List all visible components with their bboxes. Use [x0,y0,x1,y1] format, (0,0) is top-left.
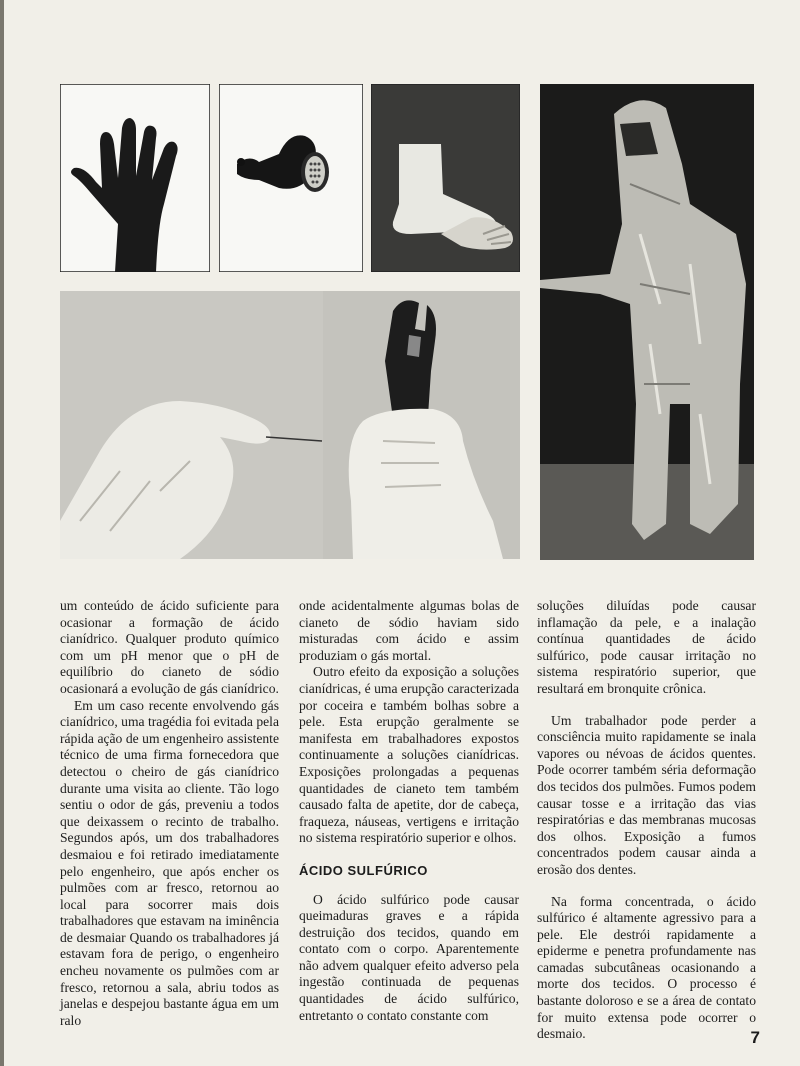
paragraph: Um trabalhador pode perder a consciência muito rapidamente se inala vapores ou névoas de ácidos quentes. Pode ocorrer também séria deformação dos tecidos dos pulmões. Fumos podem causar tosse e a irritação das vias respiratórias e das membranas mucosas dos olhos. Exposição a fumos concentrados podem causar ainda a erosão dos dentes. [537,712,756,877]
paragraph: onde acidentalmente algumas bolas de cianeto de sódio haviam sido misturadas com ácido e assim produziam o gás mortal. [299,598,519,663]
paragraph: Em um caso recente envolvendo gás cianídrico, uma tragédia foi evitada pela rápida ação de um engenheiro assistente técnico de uma firma fornecedora que detectou o cheiro de gás cianídrico durante uma visita ao cliente. Tão logo sentiu o odor de gás, preveniu a todos que deixassem o recinto de trabalho. Segundos após, um dos trabalhadores desmaiou e foi retirado imediatamente pelo engenheiro, que após encher os pulmões com ar fresco, retornou ao local para socorrer mais dois trabalhadores que estavam na iminência de desmaiar Quando os trabalhadores já estavam fora de perigo, o engenheiro encheu novamente os pulmões com ar fresco, retornou a sala, abriu todos as janelas e despejou bastante água em um ralo [60,697,279,1028]
paragraph: soluções diluídas pode causar inflamação da pele, e a inalação contínua quantidades de ácido sulfúrico, pode causar irritação no sistema respiratório superior, que resultará em bronquite crônica. [537,598,756,696]
photo-protective-suit [540,84,754,560]
paragraph: Na forma concentrada, o ácido sulfúrico é altamente agressivo para a pele. Ele destrói rapidamente a epiderme e penetra profundamente nas camadas subcutâneas ocasionando a morte dos tecidos. O processo é bastante doloroso e se a área de contato for muito extensa pode ocorrer o desmaio. [537,893,756,1042]
section-heading: ÁCIDO SULFÚRICO [299,862,428,878]
paragraph: um conteúdo de ácido suficiente para ocasionar a formação de ácido cianídrico. Qualquer produto químico com um pH menor que o pH de equilíbrio do cianeto de sódio ocasionará a evolução de gás cianídrico. [60,598,279,696]
text-column-middle [299,598,519,1024]
page-number: 7 [750,1028,760,1047]
photo-gloved-hand-pin [60,291,323,559]
text-column-right [537,598,756,1043]
text-column-left [60,598,279,1029]
protective-suit-image [540,84,754,560]
gloved-hand-pin-image [60,291,323,559]
rubber-glove-image [60,84,210,272]
respirator-image [219,84,363,272]
photo-gloved-hand-wrench [323,291,520,559]
boot-glove-image [371,84,520,272]
photo-respirator-mask [219,84,363,272]
gloved-hand-wrench-image [323,291,520,559]
photo-rubber-glove [60,84,210,272]
photo-boot-and-glove [371,84,520,272]
paragraph: Outro efeito da exposição a soluções cianídricas, é uma erupção caracterizada por coceira e também bolhas sobre a pele. Esta erupção geralmente se manifesta em trabalhadores expostos continuamente a soluções cianídricas. Exposições prolongadas a pequenas quantidades de cianeto tem também causado falta de apetite, dor de cabeça, fraqueza, náuseas, vertigens e irritação no sistema respiratório superior e olhos. [299,664,519,846]
paragraph: O ácido sulfúrico pode causar queimaduras graves e a rápida destruição dos tecidos, quando em contato com o corpo. Aparentemente não advem qualquer efeito adverso pela ingestão continuada de pequenas quantidades de ácido sulfúrico, entretanto o contato constante com [299,891,519,1023]
page-edge [0,0,4,1066]
